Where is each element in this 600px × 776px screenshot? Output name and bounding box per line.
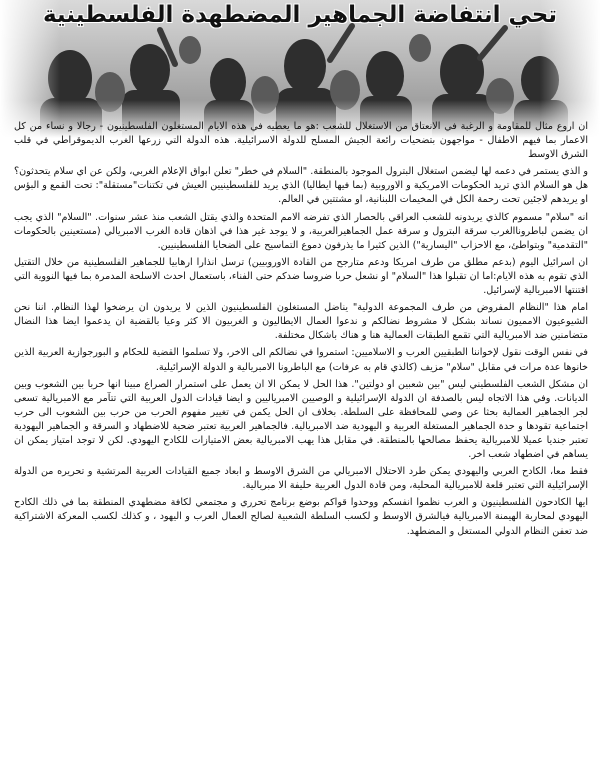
paragraph-call-to-organize: ايها الكادحون الفلسطينيون و العرب نظموا انفسكم ووحدوا قواكم بوضع برنامج تحرري و مجتمعي لكافة مضطهدي المنطقة بما في ذلك الكادح اليهودي لمحاربة الهيمنة الامبريالية فيالشرق الاوسط و لكسب السلطة الشعبية لصالح العمال العرب و اليهود ، و كذلك لكسب المعركة الاشتراكية ضد تعفن النظام الدولي المستغل و المضطهد.: [14, 497, 588, 537]
paragraph-poisoned-peace: انه "سلام" مسموم كالذي يريدونه للشعب العراقي بالحصار الذي تفرضه الامم المتحدة والذي يقتل الشعب منذ عشر سنوات. "السلام" الذي يجب ان يضمن لباطروناالغرب سرقة البترول و سرقة عمل الجماهيرالعربية، و لا يوجد غير هذا في اذهان قادة الغرب الامبريالي (مستعينين بالحكومات "التقدمية" وبتواطئ، مع الاحزاب "اليسارية") الذين كثيرا ما يذرفون دموع التماسيح على الضحايا الفلسطينيين.: [14, 211, 588, 251]
article-body: [14, 120, 588, 542]
headline: تحي انتفاضة الجماهير المضطهدة الفلسطينية: [42, 2, 558, 28]
paragraph-two-states: ان مشكل الشعب الفلسطيني ليس "بين شعبين او دولتين". هذا الحل لا يمكن الا ان يعمل على استمرار الصراع مبينا انها حربا بين الشعوب وبين الديانات. وفي هذا الاتجاه ليس بالصدفة ان الدولة الإسرائيلية و الوصيين الامبرياليين و ايضا قيادات الدول العربية التي تتآمر مع الامبريالية تسعى لجر الجماهير العمالية بحثا عن وصي للمحافظة على السلطة. بخلاف ان الحل يكمن في تغيير مفهوم الحرب من حرب بين الشعوب الى حرب اجتماعية تقودها و حدة الجماهير المستغلة العربية و اليهودية ضد الامبريالية. فالجماهير العربية تعتبر ضحية للاضطهاد و السرقة و الجماهير اليهودية تعتبر جنديا عميلا للامبريالية يحفظ مصالحها بالمنطقة. في مقابل هذا يهب الامبريالية بعض الامتيازات للكادح اليهودي. لكن لا توجد امتياز يمكن ان يساهم في اضطهاد شعب اخر.: [14, 378, 588, 461]
paragraph-intro: ان اروع مثال للمقاومة و الرغبة في الانعتاق من الاستغلال للشعب :هو ما يعطيه في هذه الايام المستغلون الفلسطينيون - رجالا و نساء من كل الاعمار بما فيهم الاطفال - مواجهون بتضحيات رائعة الجيش المسلح للدولة الاسرائيلية. هذه الدولة التي زرعها الغرب الديموقراطي في قلب الشرق الاوسط: [14, 121, 588, 161]
paragraph-imposed-order: امام هذا "النظام المفروض من طرف المجموعة الدولية" يناضل المستغلون الفلسطينيون الذين لا يريدون ان يرضخوا لهذا النظام. اننا نحن الشيوعيون الامميون نساند بشكل لا مشروط نضالكم و ندعوا العمال الايطاليون و الغربيون الا كثر وعيا بالقضية ان يدعموا ايضا هذا النضال متضامنين ضد الامبريالية التي تقمع الطبقات العمالية هنا و هناك باشكال مختلفة.: [14, 302, 588, 342]
paragraph-class-brothers: في نفس الوقت نقول لإخواننا الطبقيين العرب و الاسلاميين: استمروا في نضالكم الى الاخر، ولا تسلموا القضية للحكام و البورجوازية العربية الذين خانوها عدة مرات في مقابل "سلام" مزيف (كالذي قام به عرفات) مع الباطرونا الامبريالية و الدولة الإسرائيلية.: [14, 347, 588, 373]
paragraph-peace-in-danger: و الذي يستمر في دعمه لها ليضمن استغلال البترول الموجود بالمنطقة. "السلام في خطر" تعلن ابواق الإعلام الغربي، ولكن عن اي سلام يتحدثون؟ هل هو السلام الذي تريد الحكومات الامريكية و الاوروبية (بما فيها ايطاليا) الذي يريد للفلسطينيين العيش في تكتنات"مستقلة": تحت القمع و البؤس او يريدهم لاجئين تحت رحمة الكل في المخيمات اللبنانية، او مشتتين في العالم.: [14, 166, 588, 206]
paragraph-israel-today: ان اسرائيل اليوم (بدعم مطلق من طرف امريكا ودعم متارجح من القادة الاوروبيين) ترسل انذارا ارهابيا للجماهير الفلسطينية من خلال التقتيل الذي تقوم به هذه الايام:اما ان تقبلوا هذا "السلام" او نشعل حربا ضروسا ضدكم حتى الفناء، باستعمال احدث الاسلحة المدمرة بما فيها النووية التي اقتنتها الامبريالية لإسرائيل.: [14, 256, 588, 297]
header-banner: [0, 0, 600, 138]
paragraph-together: فقط معا، الكادح العربي واليهودي يمكن طرد الاحتلال الامبريالي من الشرق الاوسط و ابعاد جميع القيادات العربية المرتشية و تحريره من الدولة الإسرائيلية التي تعتبر قلعة للامبريالية المحلية، ومن قادة الدول العربية حليفة الا مبريالية.: [14, 466, 588, 492]
